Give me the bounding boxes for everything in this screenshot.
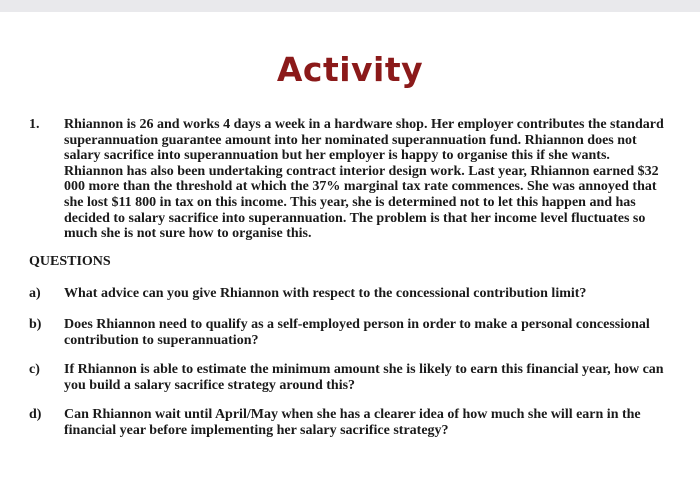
questions-heading: QUESTIONS [29, 254, 111, 269]
question-marker: a) [29, 286, 41, 301]
question-text: If Rhiannon is able to estimate the minimum amount she is likely to earn this financial year, how can you build a salary sacrifice strategy around this? [64, 362, 664, 393]
slide [0, 12, 700, 503]
question-text: Can Rhiannon wait until April/May when she has a clearer idea of how much she will earn in the financial year before implementing her salary sacrifice strategy? [64, 407, 641, 438]
question-marker: c) [29, 362, 40, 377]
scenario-number: 1. [29, 117, 40, 132]
question-marker: b) [29, 317, 42, 332]
question-marker: d) [29, 407, 42, 422]
scenario-text: Rhiannon is 26 and works 4 days a week in a hardware shop. Her employer contributes the standard superannuation guarantee amount into her nominated superannuation fund. Rhiannon does not salary sacrifice into superannuation but her employer is happy to organise this if she wants. Rhiannon has also been undertaking contract interior design work. Last year, Rhiannon earned $32 000 more than the threshold at which the 37% marginal tax rate commences. She was annoyed that she lost $11 800 in tax on this income. This year, she is determined not to let this happen and has decided to salary sacrifice into superannuation. The problem is that her income level fluctuates so much she is not sure how to organise this. [64, 117, 664, 242]
page-title: Activity [276, 50, 424, 89]
question-text: Does Rhiannon need to qualify as a self-employed person in order to make a personal concessional contribution to superannuation? [64, 317, 650, 348]
question-text: What advice can you give Rhiannon with respect to the concessional contribution limit? [64, 286, 587, 301]
